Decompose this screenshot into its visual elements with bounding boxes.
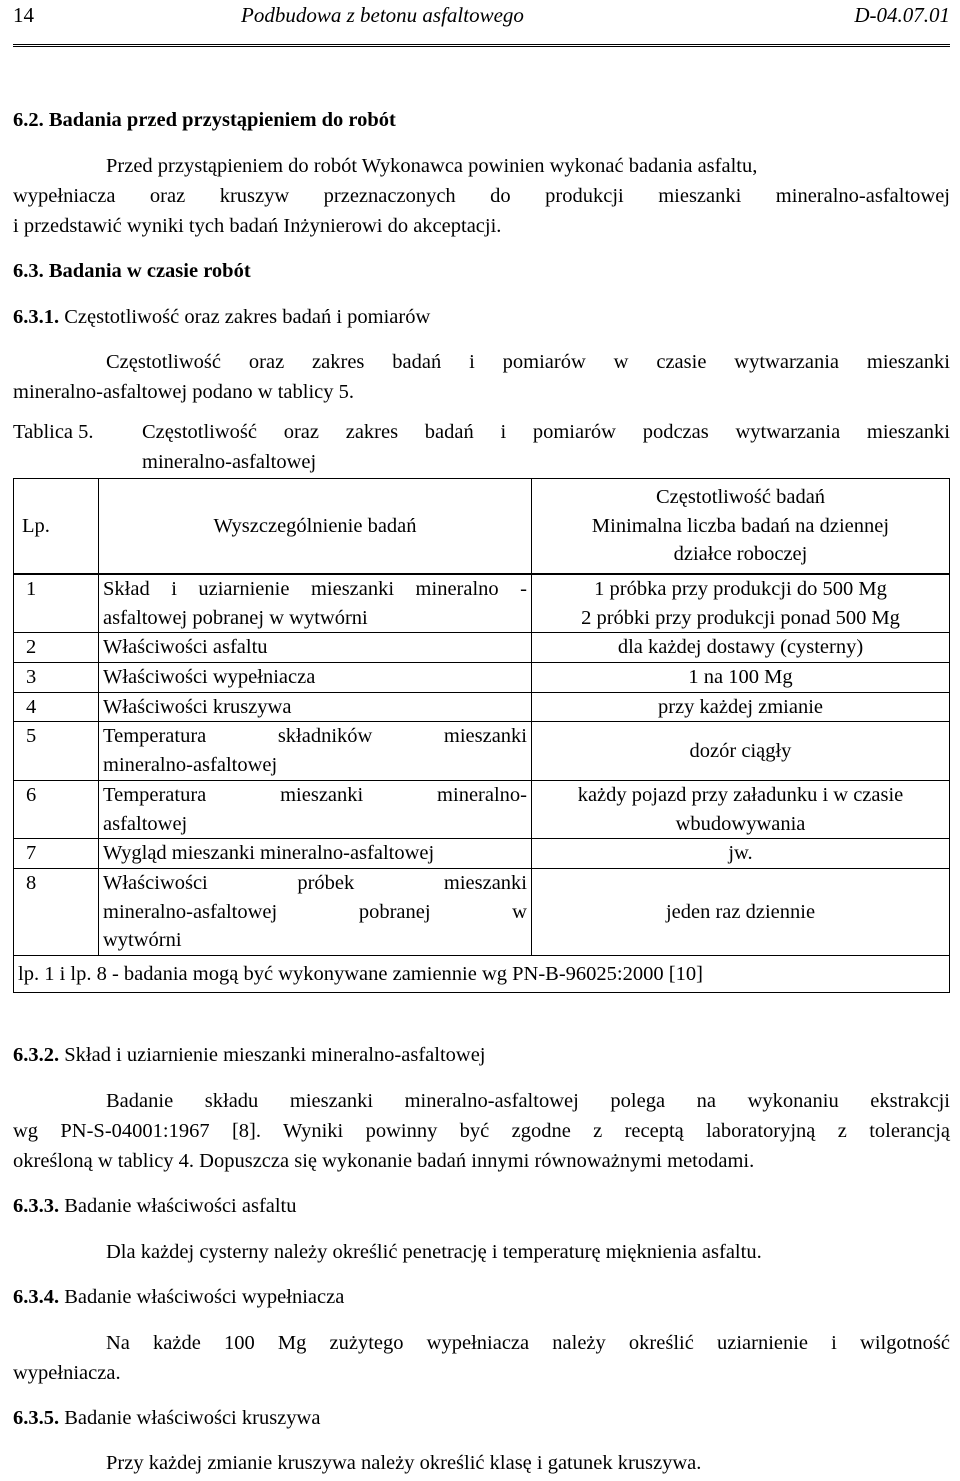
- header-freq-line-1: Częstotliwość badań: [655, 485, 826, 508]
- document-title: Podbudowa z betonu asfaltowego: [241, 3, 524, 27]
- row-desc-line: Właściwości próbek mieszanki: [103, 871, 527, 894]
- row-freq-line: 1 próbka przy produkcji do 500 Mg: [594, 578, 887, 600]
- row-freq-line: każdy pojazd przy załadunku i w czasie: [577, 783, 904, 806]
- row-desc-line: asfaltowej pobranej w wytwórni: [103, 606, 368, 629]
- header-freq: [532, 479, 950, 575]
- row-desc: Właściwości wypełniacza: [99, 663, 532, 693]
- header-desc: Wyszczególnienie badań: [99, 479, 532, 575]
- section-6-2-line-2: wypełniacza oraz kruszyw przeznaczonych do produkcji mieszanki mineralno-asfaltowej: [13, 185, 950, 207]
- row-freq-line: wbudowywania: [675, 812, 806, 835]
- section-6-3-2-line-1: Badanie składu mieszanki mineralno-asfaltowej polega na wykonaniu ekstrakcji: [106, 1090, 950, 1112]
- row-freq: jeden raz dziennie: [532, 868, 950, 955]
- section-6-2-heading: [13, 108, 396, 134]
- section-number: 6.3.3.: [13, 1195, 60, 1217]
- table-footnote-row: [14, 955, 950, 992]
- section-6-3-4-heading: [13, 1285, 344, 1311]
- table-5-label: Tablica 5.: [13, 421, 94, 443]
- section-number: 6.3.: [13, 260, 44, 282]
- section-6-3-heading: [13, 259, 251, 285]
- table-5-caption-line-2: mineralno-asfaltowej: [142, 451, 317, 473]
- section-title: Badanie właściwości kruszywa: [64, 1407, 321, 1429]
- table-row: [14, 692, 950, 722]
- row-lp: 2: [14, 633, 99, 663]
- section-title: Skład i uziarnienie mieszanki mineralno-asfaltowej: [64, 1044, 486, 1066]
- section-6-3-5-line: Przy każdej zmianie kruszywa należy określić klasę i gatunek kruszywa.: [106, 1452, 702, 1474]
- row-desc-line: Temperatura mieszanki mineralno-: [103, 783, 527, 806]
- row-lp: 7: [14, 839, 99, 869]
- section-6-3-4-line-2: wypełniacza.: [13, 1362, 121, 1384]
- section-6-3-2-heading: [13, 1043, 486, 1069]
- row-freq: [532, 574, 950, 633]
- section-6-3-2-line-3: określoną w tablicy 4. Dopuszcza się wykonanie badań innymi równoważnymi metodami.: [13, 1150, 755, 1172]
- row-lp: 5: [14, 722, 99, 780]
- section-title: Badanie właściwości wypełniacza: [64, 1286, 345, 1308]
- section-6-3-3-heading: [13, 1194, 297, 1220]
- header-lp: Lp.: [14, 479, 99, 575]
- section-number: 6.3.4.: [13, 1286, 60, 1308]
- row-freq-line: 2 próbki przy produkcji ponad 500 Mg: [581, 606, 900, 629]
- table-5: [13, 478, 950, 993]
- section-number: 6.3.5.: [13, 1407, 60, 1429]
- section-6-2-line-1: Przed przystąpieniem do robót Wykonawca powinien wykonać badania asfaltu,: [106, 155, 758, 177]
- section-6-3-5-heading: [13, 1406, 320, 1432]
- row-lp: 4: [14, 692, 99, 722]
- row-desc: [99, 780, 532, 838]
- section-number: 6.3.1.: [13, 306, 60, 328]
- table-footnote: lp. 1 i lp. 8 - badania mogą być wykonywane zamiennie wg PN-B-96025:2000 [10]: [14, 955, 950, 992]
- section-6-3-1-heading: [13, 305, 430, 331]
- table-row: [14, 722, 950, 780]
- table-row: [14, 633, 950, 663]
- table-row: [14, 839, 950, 869]
- row-desc: [99, 722, 532, 780]
- row-freq: 1 na 100 Mg: [532, 663, 950, 693]
- table-row: [14, 663, 950, 693]
- row-lp: 8: [14, 868, 99, 955]
- row-desc: Właściwości asfaltu: [99, 633, 532, 663]
- row-desc-line: Skład i uziarnienie mieszanki mineralno -: [103, 578, 527, 600]
- section-title: Badanie właściwości asfaltu: [64, 1195, 297, 1217]
- section-title: Badania przed przystąpieniem do robót: [48, 109, 396, 131]
- row-desc-line: Temperatura składników mieszanki: [103, 725, 527, 748]
- row-freq: jw.: [532, 839, 950, 869]
- row-freq: [532, 780, 950, 838]
- table-5-caption-line-1: Częstotliwość oraz zakres badań i pomiarów podczas wytwarzania mieszanki: [142, 421, 950, 443]
- row-desc-line: mineralno-asfaltowej: [103, 754, 278, 777]
- table-row: [14, 780, 950, 838]
- row-lp: 3: [14, 663, 99, 693]
- row-freq: dozór ciągły: [532, 722, 950, 780]
- section-number: 6.3.2.: [13, 1044, 60, 1066]
- row-desc-line: mineralno-asfaltowej pobranej w: [103, 900, 527, 923]
- row-desc-line: wytwórni: [103, 929, 182, 952]
- header-freq-line-3: działce roboczej: [673, 543, 808, 566]
- table-row: [14, 868, 950, 955]
- table-header-row: [14, 479, 950, 575]
- page-number: 14: [13, 3, 34, 27]
- section-6-3-2-line-2: wg PN-S-04001:1967 [8]. Wyniki powinny być zgodne z receptą laboratoryjną z tolerancją: [13, 1120, 950, 1142]
- row-desc-line: asfaltowej: [103, 812, 188, 835]
- section-6-3-3-line: Dla każdej cysterny należy określić penetrację i temperaturę mięknienia asfaltu.: [106, 1241, 762, 1263]
- page-header: [13, 0, 950, 47]
- row-desc: [99, 868, 532, 955]
- section-6-2-line-3: i przedstawić wyniki tych badań Inżynierowi do akceptacji.: [13, 215, 502, 237]
- row-lp: 6: [14, 780, 99, 838]
- section-6-3-1-line-1: Częstotliwość oraz zakres badań i pomiarów w czasie wytwarzania mieszanki: [106, 351, 950, 373]
- header-freq-line-2: Minimalna liczba badań na dziennej: [591, 514, 890, 537]
- row-freq: przy każdej zmianie: [532, 692, 950, 722]
- table-row: [14, 574, 950, 633]
- section-6-3-4-line-1: Na każde 100 Mg zużytego wypełniacza należy określić uziarnienie i wilgotność: [106, 1332, 950, 1354]
- section-title: Badania w czasie robót: [48, 260, 251, 282]
- row-lp: 1: [14, 574, 99, 633]
- row-desc: Właściwości kruszywa: [99, 692, 532, 722]
- row-freq: dla każdej dostawy (cysterny): [532, 633, 950, 663]
- section-title: Częstotliwość oraz zakres badań i pomiarów: [64, 306, 431, 328]
- row-desc: Wygląd mieszanki mineralno-asfaltowej: [99, 839, 532, 869]
- section-6-3-1-line-2: mineralno-asfaltowej podano w tablicy 5.: [13, 381, 354, 403]
- row-desc: [99, 574, 532, 633]
- section-number: 6.2.: [13, 109, 44, 131]
- document-code: D-04.07.01: [854, 3, 950, 27]
